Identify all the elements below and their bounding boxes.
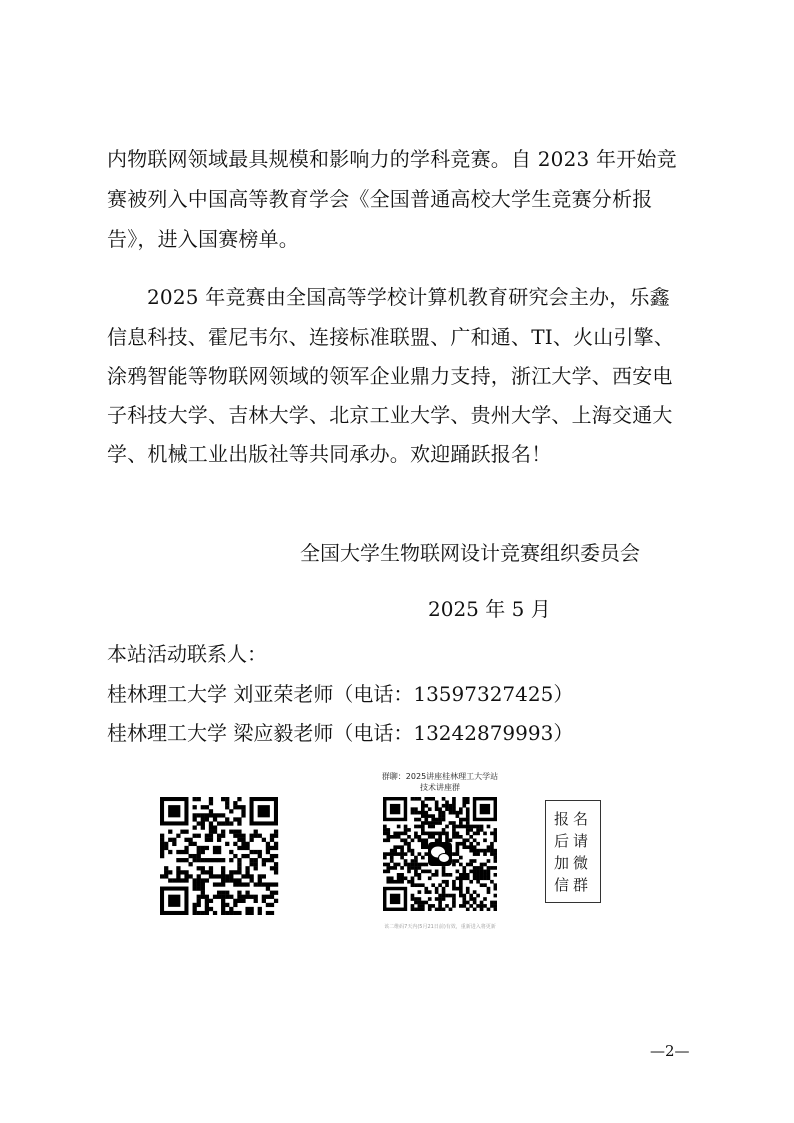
qr-group-caption-line1: 群聊：2025讲座桂林理工大学站 bbox=[381, 772, 499, 781]
registration-qr-code[interactable] bbox=[160, 797, 280, 915]
signup-line-4: 信群 bbox=[553, 875, 592, 894]
contact-item-2: 桂林理工大学 梁应毅老师（电话：13242879993） bbox=[107, 721, 574, 745]
paragraph2-line-5: 学、机械工业出版社等共同承办。欢迎踊跃报名！ bbox=[107, 442, 552, 466]
paragraph1-line-2: 赛被列入中国高等教育学会《全国普通高校大学生竞赛分析报 bbox=[107, 187, 653, 211]
qr-group-footer: 该二维码7天内(5月21日前)有效，重新进入将更新 bbox=[384, 924, 496, 930]
paragraph2-line-4: 子科技大学、吉林大学、北京工业大学、贵州大学、上海交通大 bbox=[107, 403, 673, 427]
signature-date: 2025 年 5 月 bbox=[428, 597, 551, 621]
qr-group-caption-line2: 技术讲座群 bbox=[420, 783, 460, 792]
page-number: —2— bbox=[650, 1042, 690, 1060]
signup-line-3: 加微 bbox=[553, 853, 592, 872]
wechat-group-qr-code[interactable] bbox=[383, 797, 497, 911]
signup-line-2: 后请 bbox=[553, 831, 592, 850]
paragraph2-line-1: 2025 年竞赛由全国高等学校计算机教育研究会主办，乐鑫 bbox=[147, 285, 670, 309]
paragraph1-line-1: 内物联网领域最具规模和影响力的学科竞赛。自 2023 年开始竞 bbox=[107, 147, 677, 171]
paragraph2-line-2: 信息科技、霍尼韦尔、连接标准联盟、广和通、TI、火山引擎、 bbox=[107, 325, 675, 349]
signup-notice-box bbox=[545, 800, 601, 903]
signup-line-1: 报名 bbox=[553, 809, 592, 828]
paragraph2-line-3: 涂鸦智能等物联网领域的领军企业鼎力支持，浙江大学、西安电 bbox=[107, 364, 673, 388]
contacts-heading: 本站活动联系人： bbox=[107, 642, 267, 666]
contact-item-1: 桂林理工大学 刘亚荣老师（电话：13597327425） bbox=[107, 682, 574, 706]
signature-org: 全国大学生物联网设计竞赛组织委员会 bbox=[300, 541, 640, 565]
paragraph1-line-3: 告》，进入国赛榜单。 bbox=[107, 227, 299, 251]
